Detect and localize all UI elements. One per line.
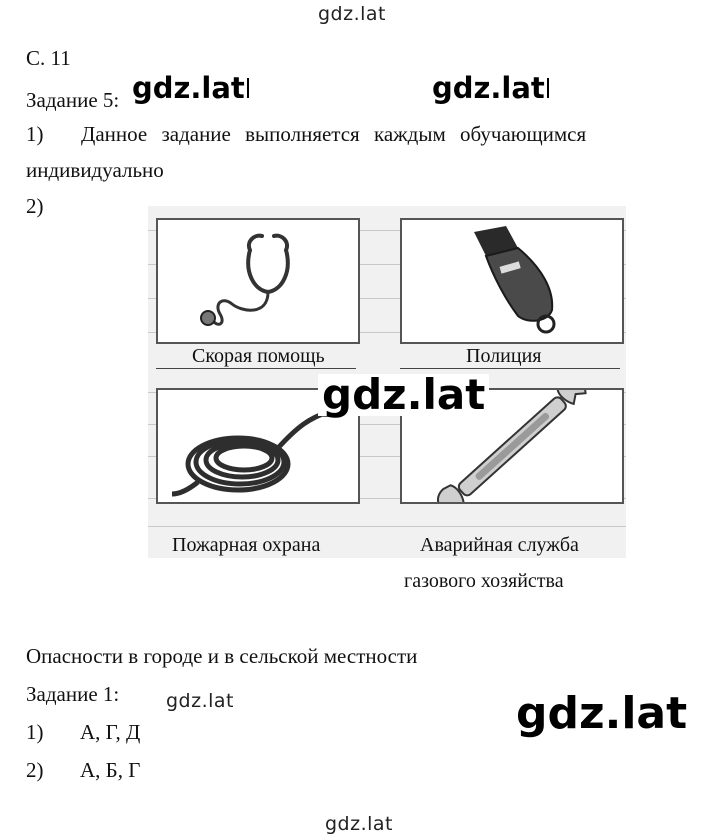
- watermark-bold-large: gdz.lat: [516, 688, 688, 739]
- whistle-icon: [402, 220, 622, 342]
- picture-frame-ambulance: [156, 218, 360, 344]
- caption-police: Полиция: [466, 345, 542, 367]
- task5-item1-number: 1): [26, 122, 44, 146]
- caption-gas-service-line2: газового хозяйства: [404, 570, 564, 592]
- section-title: Опасности в городе и в сельской местности: [26, 644, 418, 668]
- task1-item1-text: А, Г, Д: [80, 720, 141, 744]
- watermark-top: gdz.lat: [318, 3, 387, 25]
- caption-gas-service-line1: Аварийная служба: [420, 534, 579, 556]
- task1-item2-text: А, Б, Г: [80, 758, 141, 782]
- caption-ambulance: Скорая помощь: [192, 345, 325, 367]
- picture-frame-police: [400, 218, 624, 344]
- watermark-bottom: gdz.lat: [325, 813, 394, 835]
- task5-item2-number: 2): [26, 194, 44, 218]
- caption-line-police: [400, 368, 620, 369]
- caption-line-ambulance: [156, 368, 356, 369]
- task1-item2-number: 2): [26, 758, 44, 782]
- watermark-bold-center: gdz.lat: [318, 374, 489, 416]
- watermark-bold-2: gdz.lat: [432, 74, 549, 103]
- task1-item1-number: 1): [26, 720, 44, 744]
- task5-label: Задание 5:: [26, 88, 120, 112]
- stethoscope-icon: [158, 220, 358, 342]
- caption-fire: Пожарная охрана: [172, 534, 321, 556]
- page-reference: С. 11: [26, 46, 71, 70]
- watermark-small-mid: gdz.lat: [166, 690, 235, 712]
- task1-label: Задание 1:: [26, 682, 120, 706]
- watermark-bold-1: gdz.lat: [132, 74, 249, 103]
- task5-item1-text-line2: индивидуально: [26, 158, 164, 182]
- task5-item1-text-line1: Данное задание выполняется каждым обучающимся: [81, 122, 587, 146]
